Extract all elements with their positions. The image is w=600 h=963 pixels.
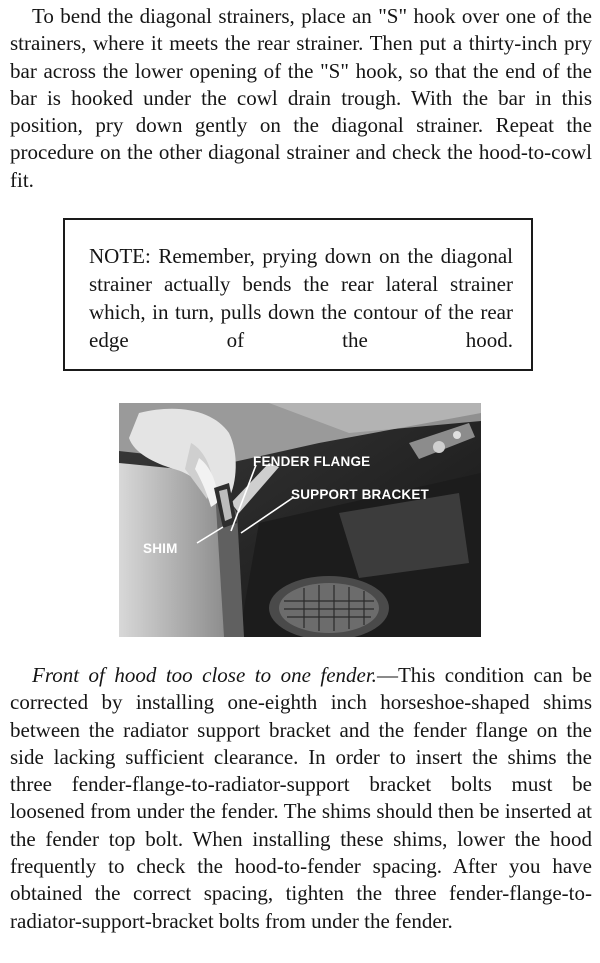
paragraph-body: —This condition can be corrected by installing one-eighth inch horseshoe-shaped shims between the radiator support bracket and the fender flange on the side lacking sufficient clearance. In order to insert the shims the three fender-flange-to-radiator-support bracket bolts must be loosened from under the fender. The shims should then be inserted at the fender top bolt. When installing these shims, lower the hood frequently to check the hood-to-fender spacing. After you have obtained the correct spacing, tighten the three fender-flange-to-radiator-support-bracket bolts from under the fender.: [10, 663, 592, 933]
fender-flange-callout: FENDER FLANGE: [253, 454, 371, 469]
note-text: NOTE: Remember, prying down on the diagonal strainer actually bends the rear lateral strainer which, in turn, pulls down the contour of the rear edge of the hood.: [89, 244, 513, 352]
shim-callout: SHIM: [143, 541, 178, 556]
support-bracket-callout: SUPPORT BRACKET: [291, 487, 430, 502]
photo-illustration: [119, 403, 481, 637]
note-box: [63, 218, 533, 371]
paragraph-heading: Front of hood too close to one fender.: [32, 663, 377, 687]
shim-installation-photo: [119, 403, 481, 637]
hood-fender-paragraph: [10, 662, 592, 935]
instruction-paragraph: To bend the diagonal strainers, place an "S" hook over one of the strainers, where it meets the rear strainer. Then put a thirty-inch pry bar across the lower opening of the "S" hook, so that the end of the bar is hooked under the cowl drain trough. With the bar in this position, pry down gently on the diagonal strainer. Repeat the procedure on the other diagonal strainer and check the hood-to-cowl fit.: [10, 4, 592, 192]
